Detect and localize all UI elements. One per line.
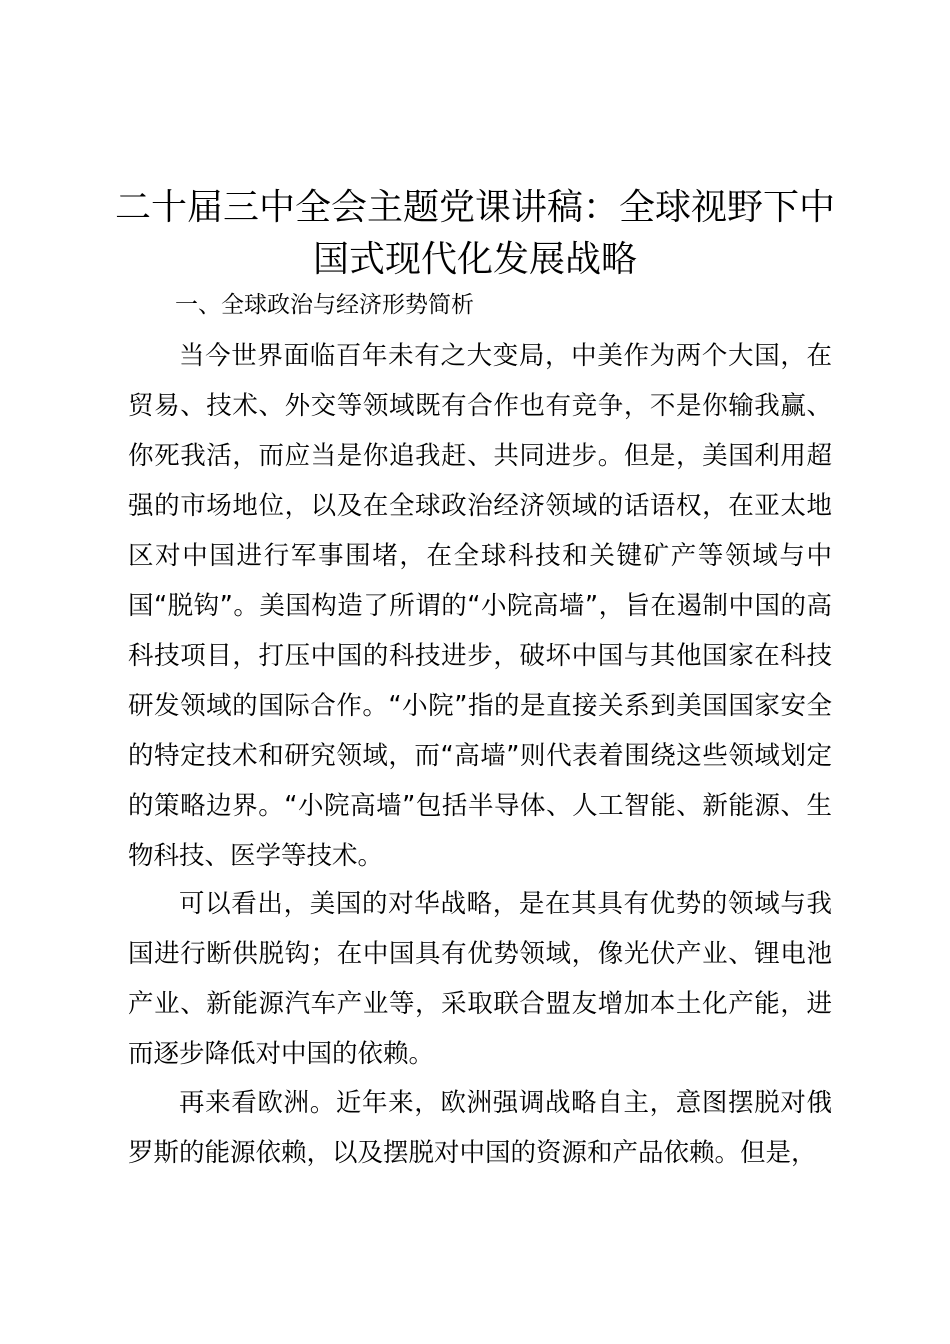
body-paragraph: 再来看欧洲。近年来，欧洲强调战略自主，意图摆脱对俄罗斯的能源依赖，以及摆脱对中国的资源和产品依赖。但是， — [128, 1088, 832, 1168]
section-heading: 一、全球政治与经济形势简析 — [175, 292, 474, 318]
body-paragraph: 可以看出，美国的对华战略，是在其具有优势的领域与我国进行断供脱钩；在中国具有优势领域，像光伏产业、锂电池产业、新能源汽车产业等，采取联合盟友增加本土化产能，进而逐步降低对中国的依赖。 — [128, 889, 832, 1069]
document-title: 二十届三中全会主题党课讲稿：全球视野下中国式现代化发展战略 — [114, 187, 835, 280]
body-paragraph: 当今世界面临百年未有之大变局，中美作为两个大国，在贸易、技术、外交等领域既有合作也有竞争，不是你输我赢、你死我活，而应当是你追我赶、共同进步。但是，美国利用超强的市场地位，以及在全球政治经济领域的话语权，在亚太地区对中国进行军事围堵，在全球科技和关键矿产等领域与中国“脱钩”。美国构造了所谓的“小院高墙”，旨在遏制中国的高科技项目，打压中国的科技进步，破坏中国与其他国家在科技研发领域的国际合作。“小院”指的是直接关系到美国国家安全的特定技术和研究领域，而“高墙”则代表着围绕这些领域划定的策略边界。“小院高墙”包括半导体、人工智能、新能源、生物科技、医学等技术。 — [128, 341, 832, 871]
